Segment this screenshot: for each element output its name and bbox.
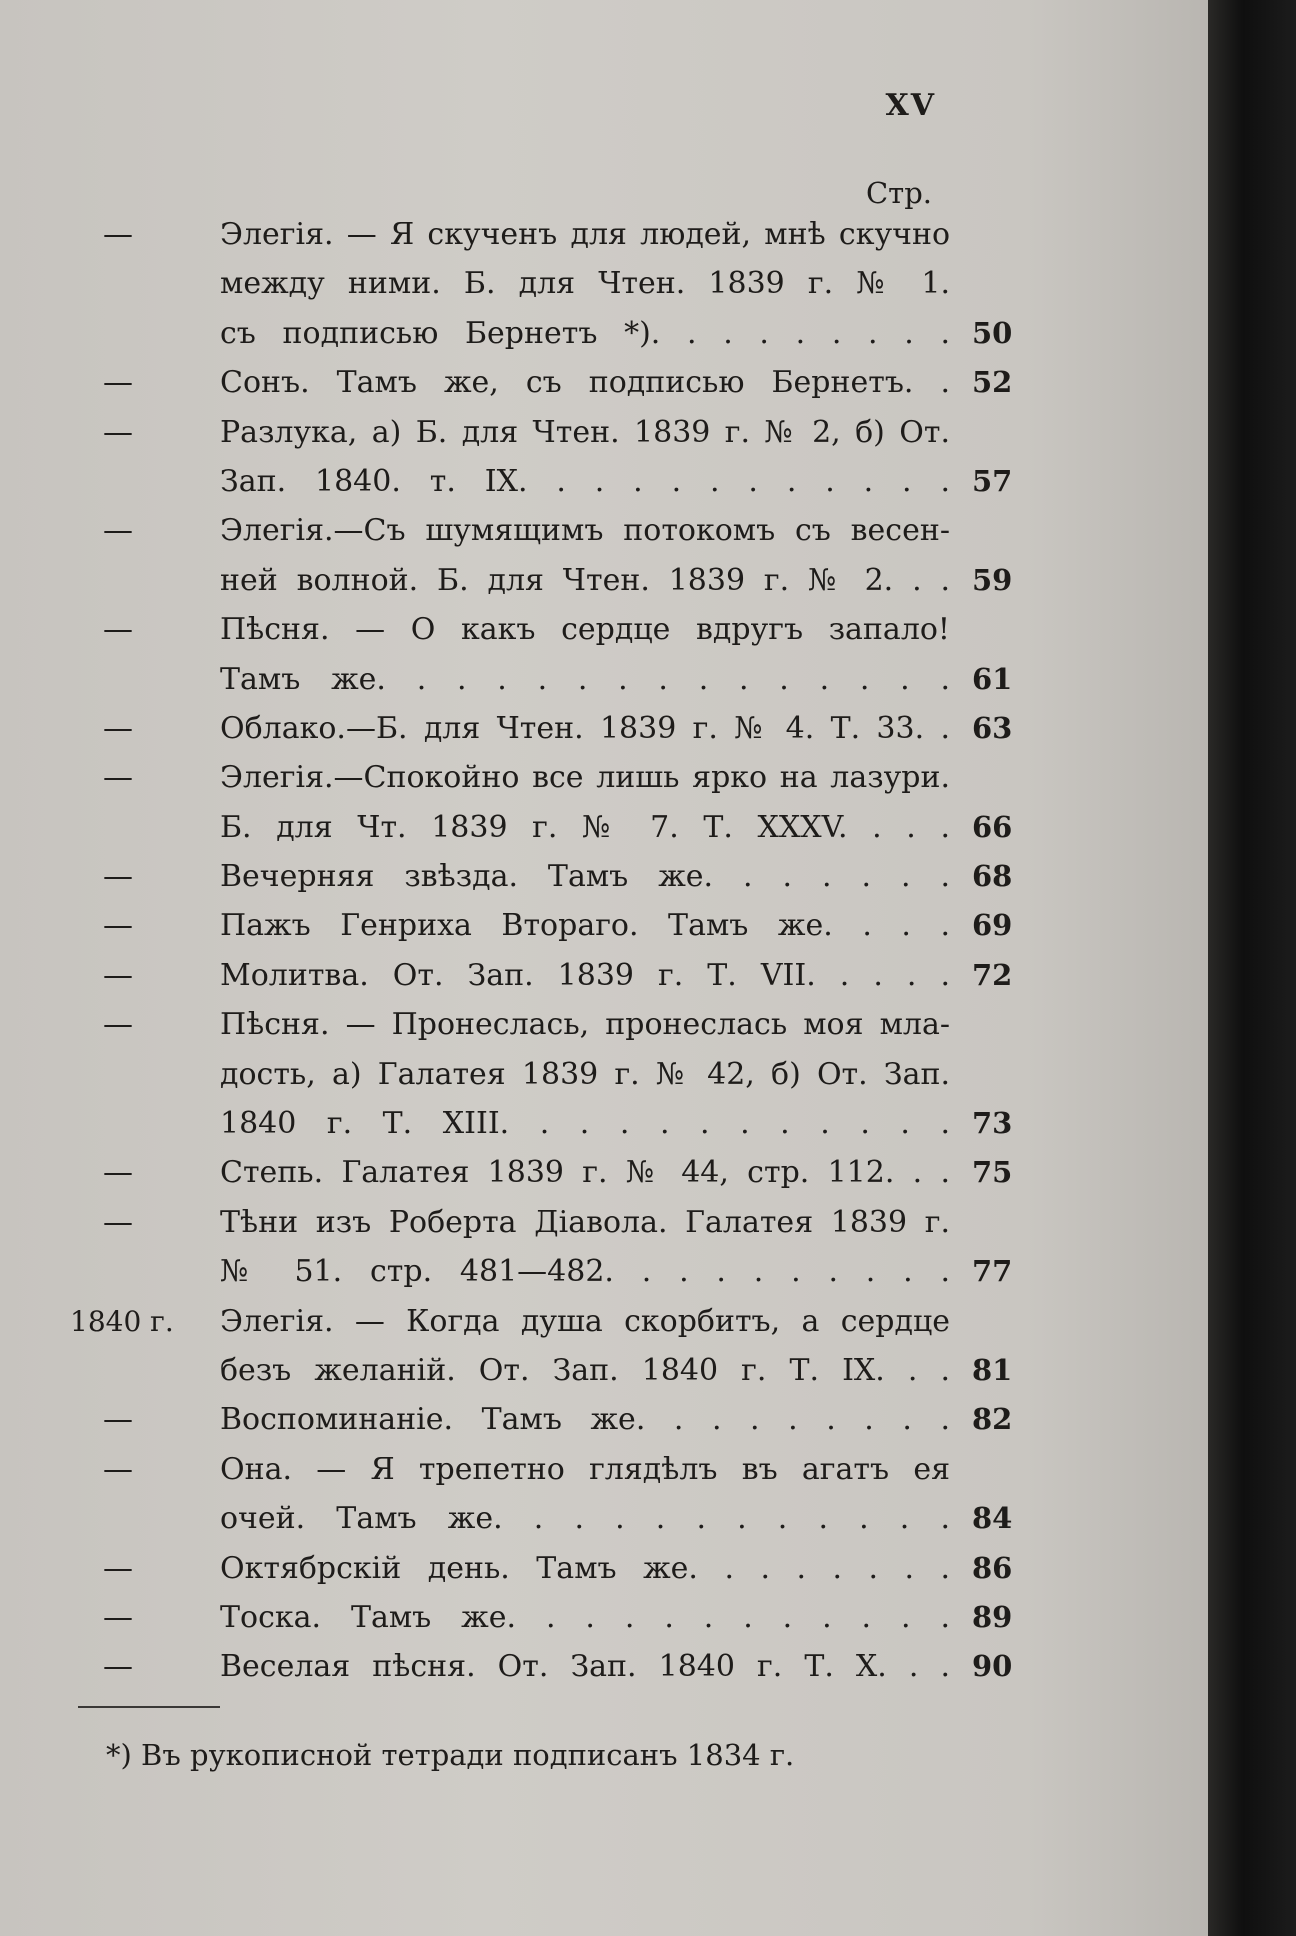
toc-line: [0, 506, 1208, 555]
entry-text: ней волной. Б. для Чтен. 1839 г. № 2. . .: [220, 562, 950, 598]
entry-dash: —: [103, 414, 133, 450]
toc-line: [0, 210, 1208, 259]
entry-dash: —: [103, 217, 133, 252]
entry-text: Элегія.—Спокойно все лишь ярко на лазури.: [220, 760, 950, 796]
toc-line: [0, 753, 1208, 802]
toc-entry: [0, 1445, 1208, 1544]
toc-line: [0, 605, 1208, 654]
entry-text: безъ желаній. От. Зап. 1840 г. Т. IX. . .: [220, 1352, 950, 1388]
entry-page-number: 68: [972, 859, 1013, 894]
toc-line: [0, 1000, 1208, 1049]
entry-page-number: 86: [972, 1550, 1013, 1585]
entry-dash: —: [103, 1550, 133, 1586]
toc-entry: [0, 704, 1208, 753]
toc-entry: [0, 1198, 1208, 1297]
entry-dash: —: [103, 710, 133, 746]
entry-text: дость, а) Галатея 1839 г. № 42, б) От. Зап.: [220, 1056, 950, 1092]
entry-page-number: 81: [972, 1352, 1013, 1387]
entry-page-number: 66: [972, 809, 1013, 844]
entry-text: Тоска. Тамъ же. . . . . . . . . . . .: [220, 1599, 950, 1635]
entry-text: Тамъ же. . . . . . . . . . . . . . .: [220, 661, 950, 697]
entry-text: очей. Тамъ же. . . . . . . . . . . .: [220, 1501, 950, 1537]
entry-text: Воспоминаніе. Тамъ же. . . . . . . . .: [220, 1402, 950, 1438]
toc-line: [0, 1593, 1208, 1642]
entry-text: Облако.—Б. для Чтен. 1839 г. № 4. Т. 33. .: [220, 710, 950, 746]
entry-page-number: 61: [972, 661, 1013, 696]
toc-line: [0, 1494, 1208, 1543]
toc-line: [0, 803, 1208, 852]
toc-entry: [0, 1000, 1208, 1148]
page-number: XV: [885, 88, 936, 123]
entry-page-number: 75: [972, 1155, 1013, 1190]
entry-text: Пажъ Генриха Втораго. Тамъ же. . . .: [220, 908, 950, 944]
toc-line: [0, 1346, 1208, 1395]
toc-line: [0, 408, 1208, 457]
entry-dash: —: [103, 513, 133, 549]
entry-page-number: 52: [972, 365, 1013, 400]
toc-entry: [0, 852, 1208, 901]
entry-page-number: 69: [972, 908, 1013, 943]
entry-text: Сонъ. Тамъ же, съ подписью Бернетъ. .: [220, 365, 950, 401]
entry-page-number: 59: [972, 562, 1013, 597]
toc-entry: [0, 1544, 1208, 1593]
toc-line: [0, 457, 1208, 506]
entry-text: Элегія. — Я скученъ для людей, мнѣ скучно: [220, 217, 950, 252]
table-of-contents: [0, 210, 1208, 1692]
entry-dash: —: [103, 957, 133, 993]
entry-text: Пѣсня. — О какъ сердце вдругъ запало!: [220, 612, 950, 648]
toc-line: [0, 901, 1208, 950]
entry-text: Вечерняя звѣзда. Тамъ же. . . . . . .: [220, 859, 950, 895]
toc-line: [0, 1247, 1208, 1296]
entry-text: съ подписью Бернетъ *). . . . . . . . .: [220, 315, 950, 351]
toc-line: [0, 655, 1208, 704]
entry-dash: —: [103, 1599, 133, 1635]
toc-line: [0, 1148, 1208, 1197]
entry-text: Молитва. От. Зап. 1839 г. Т. VII. . . . .: [220, 957, 950, 993]
entry-page-number: 84: [972, 1501, 1013, 1536]
entry-text: 1840 г. Т. XIII. . . . . . . . . . . .: [220, 1106, 950, 1142]
toc-line: [0, 1544, 1208, 1593]
entry-page-number: 72: [972, 957, 1013, 992]
toc-line: [0, 259, 1208, 308]
toc-entry: [0, 605, 1208, 704]
entry-dash: —: [103, 908, 133, 944]
entry-page-number: 73: [972, 1106, 1013, 1141]
toc-line: [0, 309, 1208, 358]
toc-line: [0, 1445, 1208, 1494]
entry-text: между ними. Б. для Чтен. 1839 г. № 1.: [220, 266, 950, 302]
toc-line: [0, 358, 1208, 407]
entry-text: Степь. Галатея 1839 г. № 44, стр. 112. . .: [220, 1155, 950, 1191]
toc-entry: [0, 1642, 1208, 1691]
entry-dash: —: [103, 760, 133, 796]
toc-line: [0, 1642, 1208, 1691]
toc-entry: [0, 753, 1208, 852]
entry-text: Элегія. — Когда душа скорбитъ, а сердце: [220, 1303, 950, 1339]
entry-dash: —: [103, 1451, 133, 1487]
toc-line: [0, 1099, 1208, 1148]
entry-dash: —: [103, 1402, 133, 1438]
toc-line: [0, 704, 1208, 753]
toc-entry: [0, 1593, 1208, 1642]
toc-line: [0, 1297, 1208, 1346]
entry-page-number: 82: [972, 1402, 1013, 1437]
entry-page-number: 63: [972, 710, 1013, 745]
entry-dash: —: [103, 1649, 133, 1685]
entry-page-number: 50: [972, 315, 1013, 350]
toc-entry: [0, 951, 1208, 1000]
pages-column-label: Стр.: [865, 176, 932, 210]
entry-dash: —: [103, 1007, 133, 1043]
toc-line: [0, 951, 1208, 1000]
entry-page-number: 77: [972, 1254, 1013, 1289]
entry-text: Элегія.—Съ шумящимъ потокомъ съ весен-: [220, 513, 950, 549]
entry-text: Октябрскій день. Тамъ же. . . . . . . .: [220, 1550, 950, 1586]
entry-text: Она. — Я трепетно глядѣлъ въ агатъ ея: [220, 1451, 950, 1487]
entry-text: Пѣсня. — Пронеслась, пронеслась моя мла-: [220, 1007, 950, 1043]
book-binding: [1208, 0, 1296, 1936]
entry-page-number: 57: [972, 463, 1013, 498]
toc-line: [0, 852, 1208, 901]
toc-entry: [0, 901, 1208, 950]
toc-entry: [0, 210, 1208, 358]
footnote-divider: [78, 1706, 220, 1708]
entry-dash: —: [103, 859, 133, 895]
toc-entry: [0, 1395, 1208, 1444]
toc-entry: [0, 506, 1208, 605]
entry-text: Разлука, а) Б. для Чтен. 1839 г. № 2, б) От.: [220, 414, 950, 450]
entry-dash: —: [103, 365, 133, 401]
entry-text: Б. для Чт. 1839 г. № 7. Т. XXXV. . . .: [220, 809, 950, 845]
entry-dash: —: [103, 612, 133, 648]
entry-text: Зап. 1840. т. IX. . . . . . . . . . . .: [220, 463, 950, 499]
toc-entry: [0, 358, 1208, 407]
entry-year: 1840 г.: [70, 1304, 174, 1338]
entry-text: Веселая пѣсня. От. Зап. 1840 г. Т. X. . .: [220, 1649, 950, 1685]
entry-page-number: 89: [972, 1599, 1013, 1634]
toc-line: [0, 1198, 1208, 1247]
toc-entry: [0, 1297, 1208, 1396]
entry-dash: —: [103, 1155, 133, 1191]
toc-line: [0, 1395, 1208, 1444]
toc-line: [0, 556, 1208, 605]
toc-line: [0, 1050, 1208, 1099]
entry-dash: —: [103, 1204, 133, 1240]
entry-text: № 51. стр. 481—482. . . . . . . . . .: [220, 1254, 950, 1290]
toc-entry: [0, 408, 1208, 507]
entry-page-number: 90: [972, 1649, 1013, 1684]
entry-text: Тѣни изъ Роберта Діавола. Галатея 1839 г.: [220, 1204, 950, 1240]
footnote: *) Въ рукописной тетради подписанъ 1834 г.: [106, 1738, 795, 1772]
toc-entry: [0, 1148, 1208, 1197]
